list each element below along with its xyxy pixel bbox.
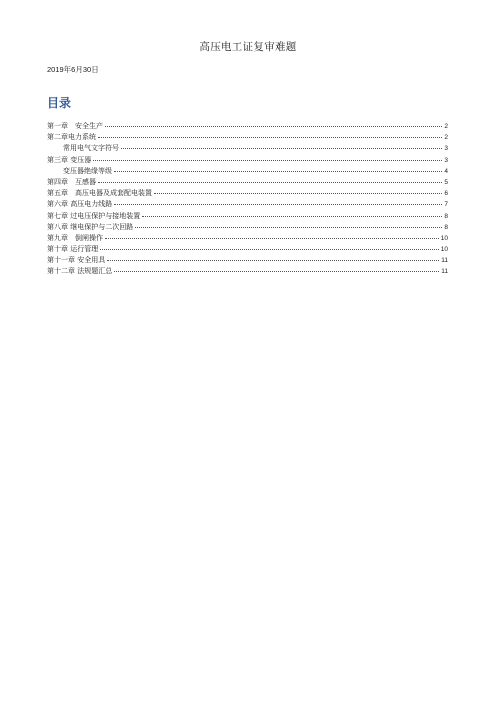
- toc-dot-leader: [93, 160, 442, 161]
- toc-entry[interactable]: [47, 188, 448, 199]
- toc-entry[interactable]: [47, 155, 448, 166]
- toc-entry-page-number: 3: [444, 156, 448, 164]
- toc-dot-leader: [121, 148, 442, 149]
- toc-entry-page-number: 8: [444, 212, 448, 220]
- toc-entry-label: 第一章 安全生产: [47, 122, 103, 130]
- toc-entry-page-number: 2: [444, 134, 448, 142]
- toc-entry-label: 第六章 高压电力线路: [47, 200, 113, 209]
- toc-entry-label: 第八章 继电保护与二次回路: [47, 222, 134, 231]
- toc-dot-leader: [135, 227, 442, 228]
- toc-dot-leader: [105, 238, 439, 239]
- toc-entry-page-number: 10: [440, 246, 448, 254]
- toc-entry[interactable]: [47, 132, 448, 143]
- toc-dot-leader: [114, 271, 439, 272]
- toc-entry[interactable]: [47, 166, 448, 177]
- toc-entry-label: 变压器绝缘等级: [63, 166, 112, 175]
- toc-entry-page-number: 8: [444, 223, 448, 231]
- toc-dot-leader: [100, 249, 439, 250]
- toc-heading: 目录: [47, 96, 72, 110]
- toc-entry[interactable]: [47, 244, 448, 255]
- toc-entry[interactable]: [47, 211, 448, 222]
- toc-entry-label: 第五章 高压电器及成套配电装置: [47, 189, 152, 198]
- toc-entry-label: 第十一章 安全用具: [47, 256, 106, 265]
- toc-entry[interactable]: [47, 233, 448, 244]
- toc-entry-label: 第四章 互感器: [47, 177, 96, 186]
- toc-entry[interactable]: [47, 266, 448, 277]
- toc-entry-page-number: 10: [440, 234, 448, 242]
- toc-dot-leader: [105, 126, 442, 127]
- toc-entry-label: 第九章 倒闸操作: [47, 233, 103, 242]
- toc-entry-page-number: 6: [444, 190, 448, 198]
- document-date: 2019年6月30日: [47, 65, 99, 74]
- toc-dot-leader: [114, 204, 442, 205]
- toc-entry-label: 第十二章 法规题汇总: [47, 267, 113, 276]
- toc-entry-label: 第十章 运行管理: [47, 245, 99, 254]
- toc-dot-leader: [154, 193, 442, 194]
- toc-entry-label: 第三章 变压器: [47, 155, 92, 164]
- toc-entry-page-number: 3: [444, 145, 448, 153]
- toc-entry-label: 常用电气文字符号: [63, 144, 119, 153]
- toc-entry-label: 第七章 过电压保护与接地装置: [47, 211, 141, 220]
- toc-dot-leader: [142, 216, 442, 217]
- document-title: 高压电工证复审难题: [199, 41, 297, 53]
- toc-entry-page-number: 11: [441, 257, 448, 265]
- toc-entry-label: 第二章电力系统: [47, 133, 96, 142]
- toc-dot-leader: [114, 171, 442, 172]
- toc-entry-page-number: 11: [441, 268, 448, 276]
- toc-entry-page-number: 5: [444, 178, 448, 186]
- toc-dot-leader: [98, 137, 442, 138]
- toc-entry[interactable]: [47, 222, 448, 233]
- toc-entry[interactable]: [47, 143, 448, 154]
- toc-entry-page-number: 4: [444, 167, 448, 175]
- toc-entry[interactable]: [47, 255, 448, 266]
- toc-entry[interactable]: [47, 199, 448, 210]
- table-of-contents: [47, 121, 448, 278]
- toc-dot-leader: [98, 182, 442, 183]
- toc-entry-page-number: 2: [444, 123, 448, 130]
- toc-entry[interactable]: [47, 121, 448, 132]
- toc-entry[interactable]: [47, 177, 448, 188]
- toc-entry-page-number: 7: [444, 201, 448, 209]
- toc-dot-leader: [107, 260, 439, 261]
